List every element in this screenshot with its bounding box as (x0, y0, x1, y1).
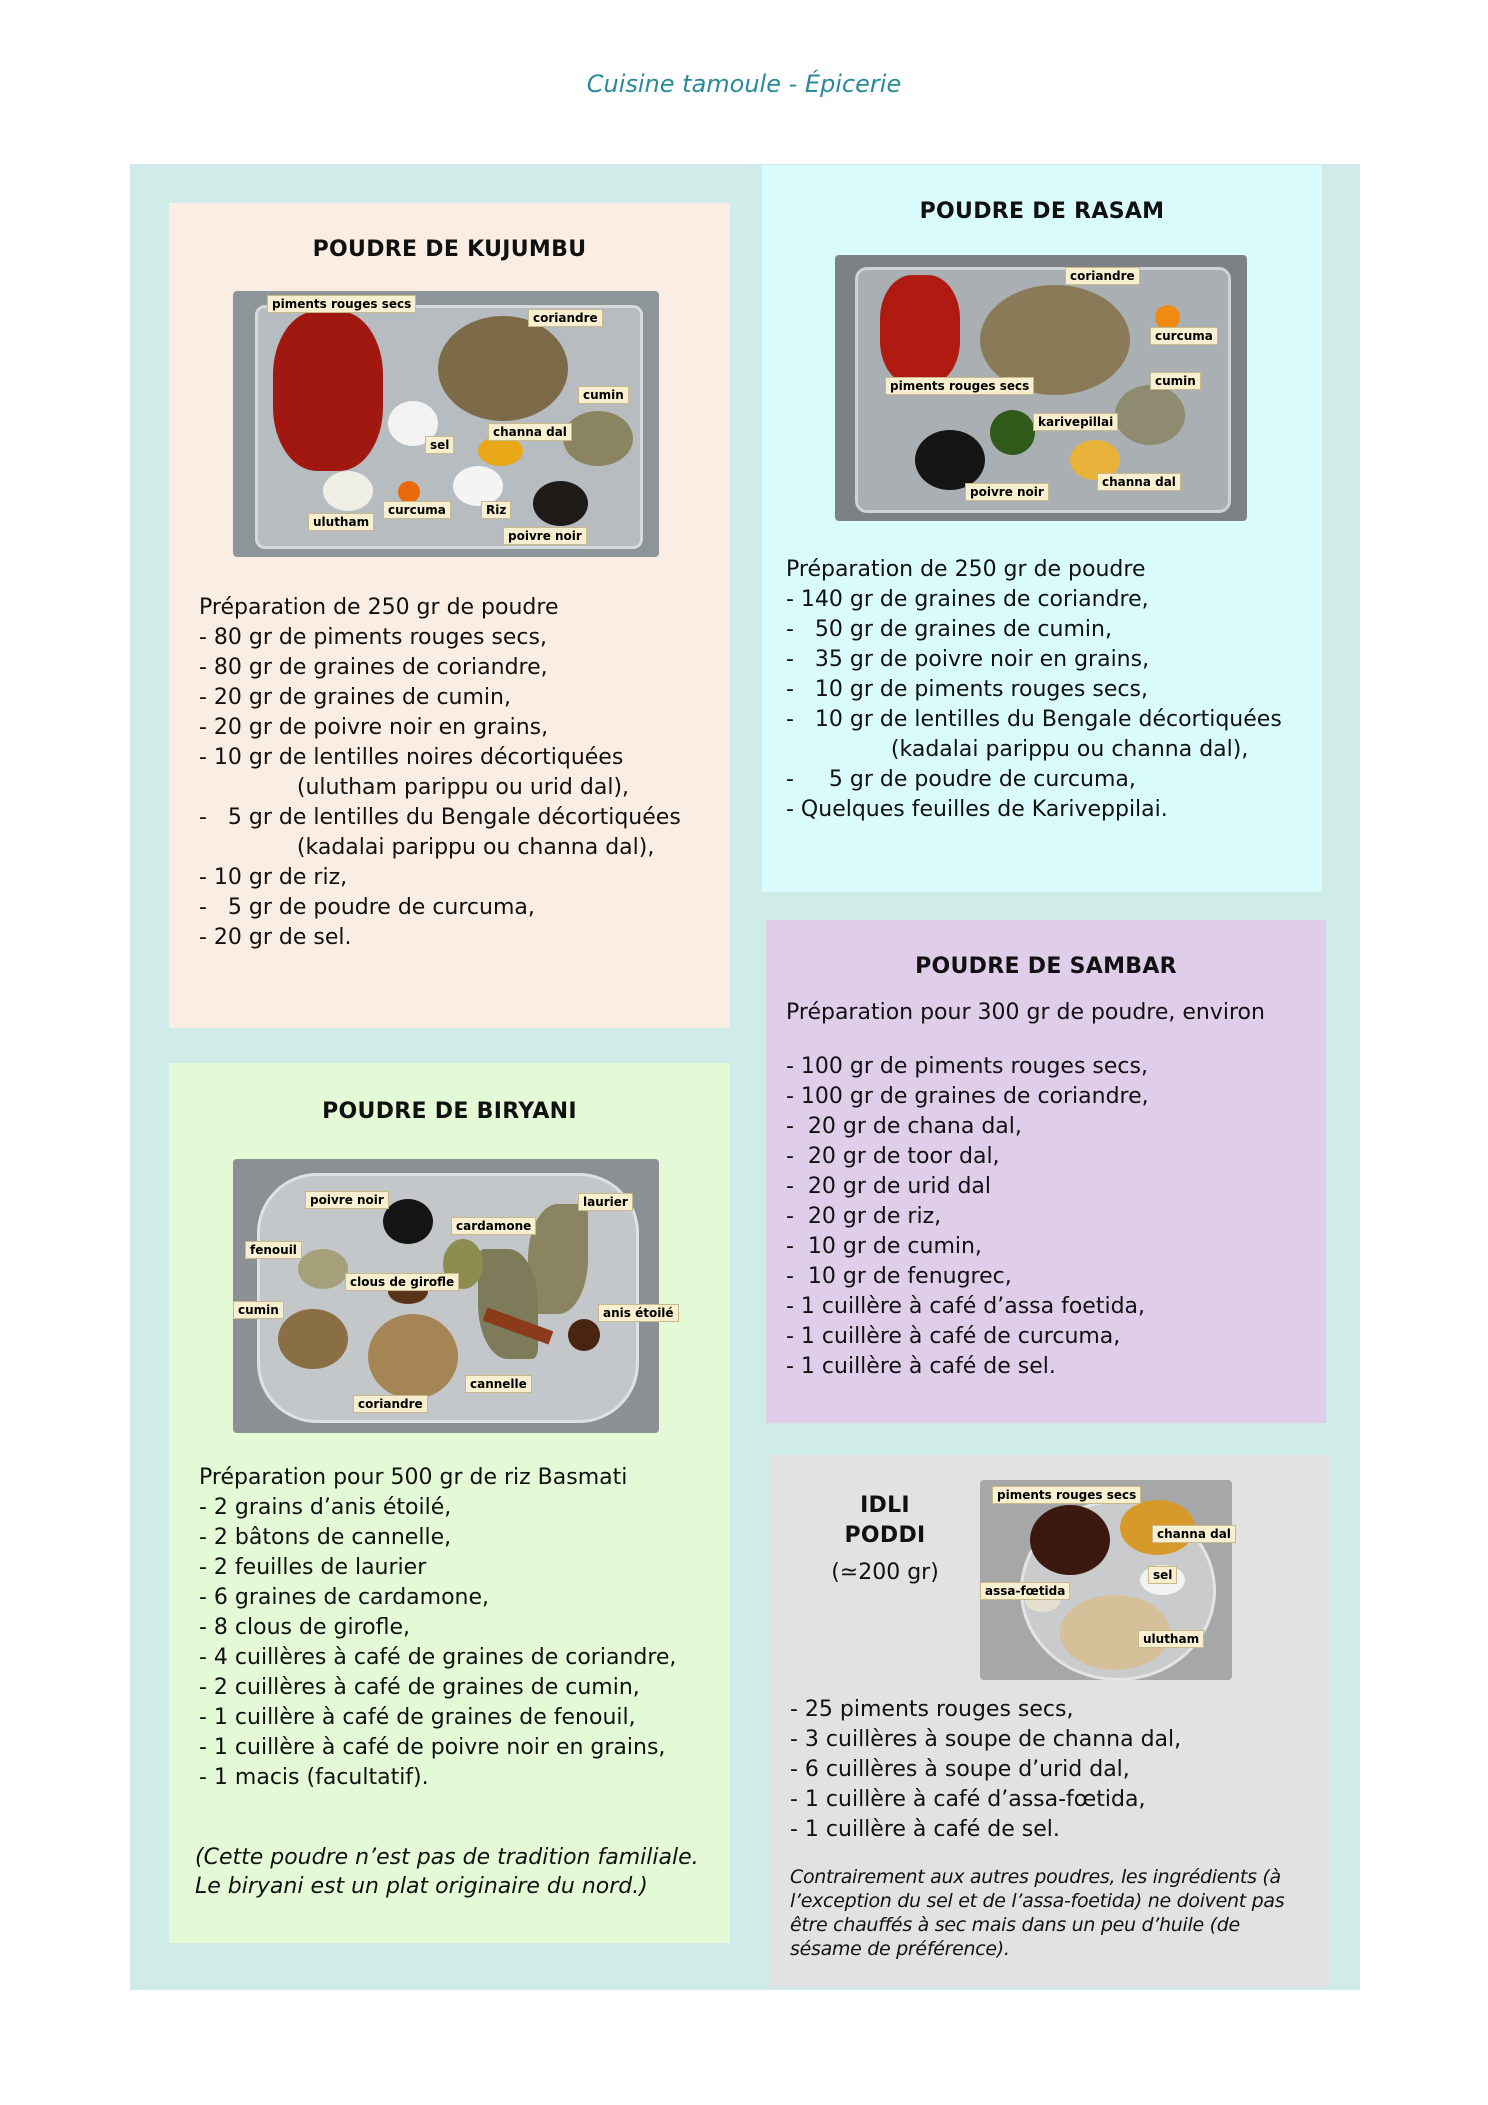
idli-photo (980, 1480, 1232, 1680)
kujumbu-title: POUDRE DE KUJUMBU (312, 237, 587, 262)
photo-label: karivepillai (1033, 413, 1118, 431)
photo-label: coriandre (1065, 267, 1140, 285)
photo-label: ulutham (1138, 1630, 1204, 1648)
rasam-photo (835, 255, 1247, 521)
photo-label: curcuma (1150, 327, 1218, 345)
photo-label: Riz (481, 501, 511, 519)
sambar-recipe: - 100 gr de piments rouges secs, - 100 gr de graines de coriandre, - 20 gr de chana dal, - 20 gr de toor dal, - 20 gr de urid dal - 20 gr de riz, - 10 gr de cumin, - 10 gr de fenugrec, - 1 cuillère à café d’assa foetida, - 1 cuillère à café de curcuma, - 1 cuillère à café de sel. (786, 1054, 1149, 1379)
kujumbu-recipe: Préparation de 250 gr de poudre - 80 gr de piments rouges secs, - 80 gr de graines de coriandre, - 20 gr de graines de cumin, - 20 gr de poivre noir en grains, - 10 gr de lentilles noires décortiquées (ulutham parippu ou urid dal), - 5 gr de lentilles du Bengale décortiquées (kadalai parippu ou channa dal), - 10 gr de riz, - 5 gr de poudre de curcuma, - 20 gr de sel. (199, 595, 681, 950)
biryani-note: (Cette poudre n’est pas de tradition familiale. Le biryani est un plat originaire du nord.) (195, 1845, 699, 1899)
photo-label: cumin (1150, 372, 1201, 390)
photo-label: poivre noir (503, 527, 587, 545)
photo-label: cardamone (451, 1217, 536, 1235)
biryani-recipe: Préparation pour 500 gr de riz Basmati - 2 grains d’anis étoilé, - 2 bâtons de cannelle, - 2 feuilles de laurier - 6 graines de cardamone, - 8 clous de girofle, - 4 cuillères à café de graines de coriandre, - 2 cuillères à café de graines de cumin, - 1 cuillère à café de graines de fenouil, - 1 cuillère à café de poivre noir en grains, - 1 macis (facultatif). (199, 1465, 677, 1790)
sambar-title: POUDRE DE SAMBAR (915, 954, 1177, 979)
photo-label: clous de girofle (345, 1273, 459, 1291)
photo-label: anis étoilé (598, 1304, 679, 1322)
photo-label: cumin (233, 1301, 284, 1319)
card-idli-poddi (770, 1455, 1330, 1987)
photo-label: piments rouges secs (267, 295, 416, 313)
biryani-title: POUDRE DE BIRYANI (322, 1099, 577, 1124)
photo-label: piments rouges secs (992, 1486, 1141, 1504)
photo-label: cannelle (465, 1375, 532, 1393)
photo-label: laurier (578, 1193, 633, 1211)
rasam-recipe: Préparation de 250 gr de poudre - 140 gr de graines de coriandre, - 50 gr de graines de cumin, - 35 gr de poivre noir en grains, - 10 gr de piments rouges secs, - 10 gr de lentilles du Bengale décortiquées (kadalai parippu ou channa dal), - 5 gr de poudre de curcuma, - Quelques feuilles de Kariveppilai. (786, 557, 1282, 822)
card-biryani (169, 1063, 730, 1943)
photo-label: sel (1148, 1566, 1177, 1584)
idli-note: Contrairement aux autres poudres, les ingrédients (à l’exception du sel et de l’assa-foetida) ne doivent pas être chauffés à sec mais dans un peu d’huile (de sésame de préférence). (790, 1866, 1285, 1960)
card-sambar (766, 920, 1326, 1423)
biryani-photo (233, 1159, 674, 1433)
photo-label: sel (425, 436, 454, 454)
photo-label: coriandre (528, 309, 603, 327)
photo-label: poivre noir (965, 483, 1049, 501)
photo-label: cumin (578, 386, 629, 404)
photo-label: piments rouges secs (885, 377, 1034, 395)
photo-label: curcuma (383, 501, 451, 519)
photo-label: channa dal (1152, 1525, 1236, 1543)
sambar-intro: Préparation pour 300 gr de poudre, environ (786, 1000, 1265, 1025)
photo-label: coriandre (353, 1395, 428, 1413)
photo-label: channa dal (1097, 473, 1181, 491)
idli-title-2: PODDI (844, 1523, 926, 1548)
photo-label: poivre noir (305, 1191, 389, 1209)
idli-title-1: IDLI (860, 1493, 910, 1518)
card-kujumbu (169, 203, 730, 1028)
idli-quantity: (≃200 gr) (831, 1560, 939, 1585)
kujumbu-photo (233, 291, 659, 557)
photo-label: channa dal (488, 423, 572, 441)
card-rasam (762, 165, 1322, 892)
rasam-title: POUDRE DE RASAM (919, 199, 1165, 224)
photo-label: ulutham (308, 513, 374, 531)
idli-recipe: - 25 piments rouges secs, - 3 cuillères à soupe de channa dal, - 6 cuillères à soupe d’urid dal, - 1 cuillère à café d’assa-fœtida, - 1 cuillère à café de sel. (790, 1697, 1182, 1842)
photo-label: assa-fœtida (980, 1582, 1070, 1600)
page-header: Cuisine tamoule - Épicerie (586, 70, 902, 98)
photo-label: fenouil (245, 1241, 302, 1259)
